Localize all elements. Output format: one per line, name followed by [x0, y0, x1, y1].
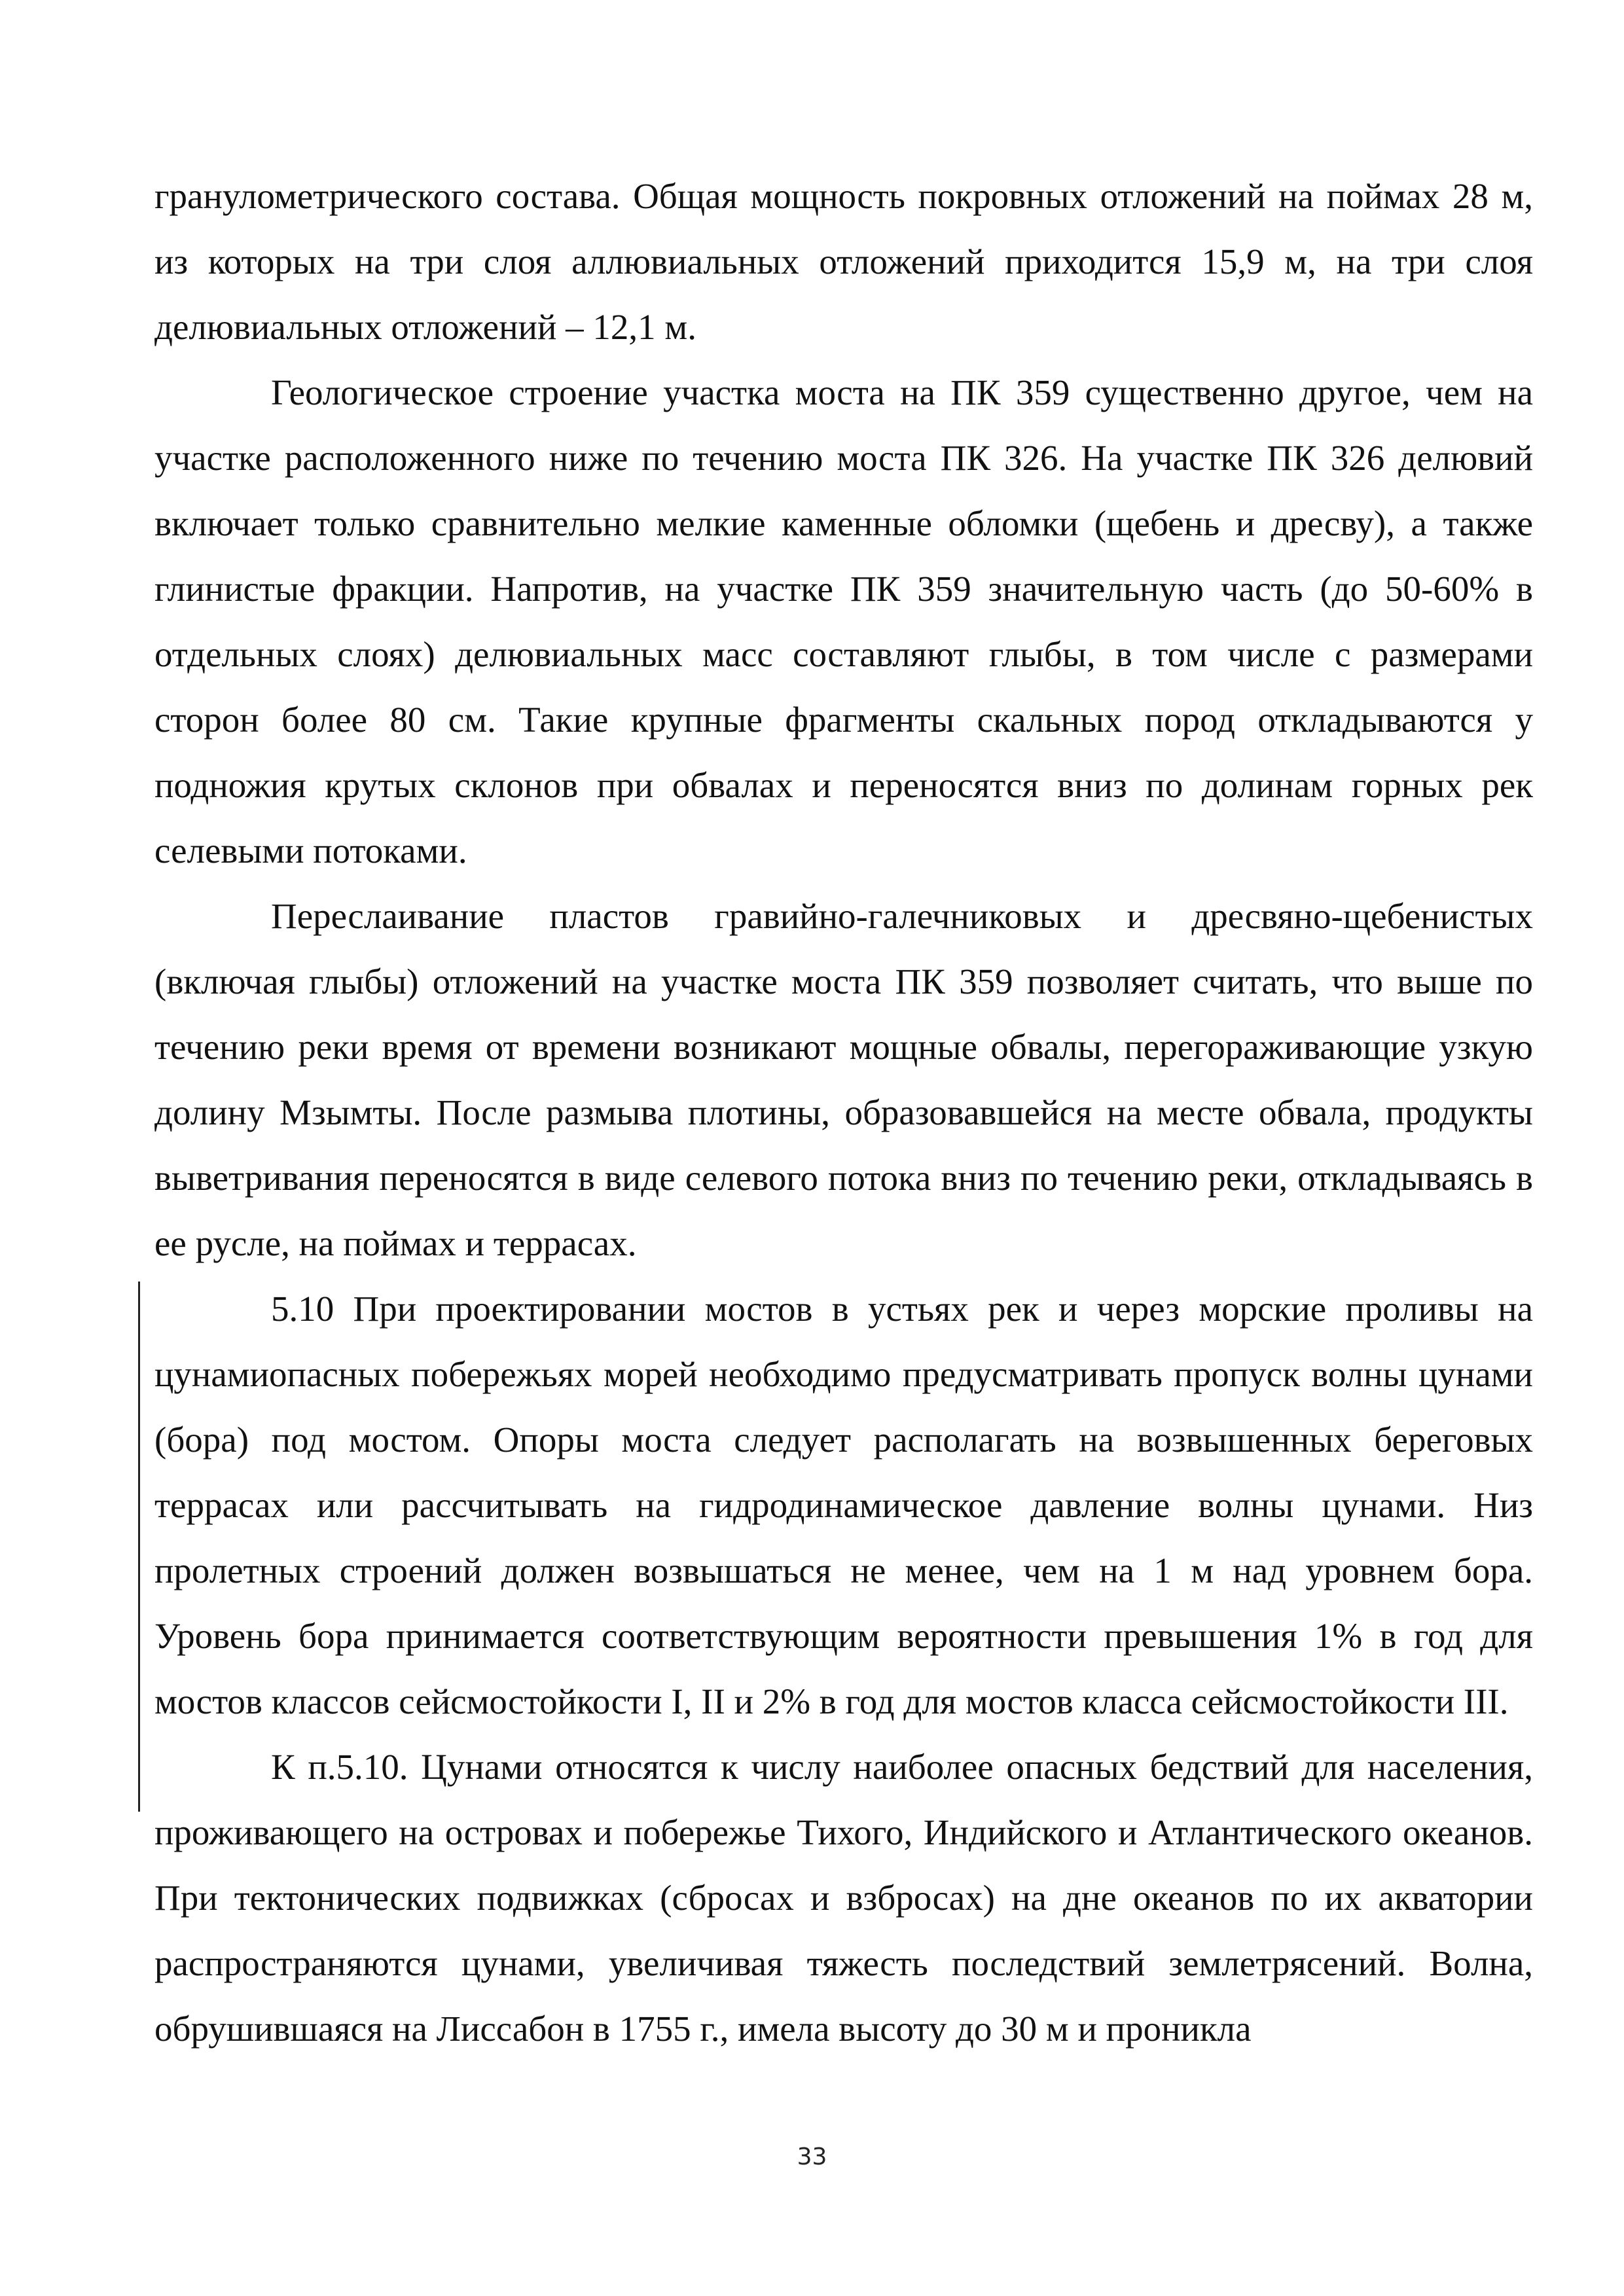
paragraph-geology-pk359: Геологическое строение участка моста на ПК 359 существенно другое, чем на участке расположенного ниже по течению моста ПК 326. На участке ПК 326 делювий включает только сравнительно мелкие каменные обломки (щебень и дресву), а также глинистые фракции. Напротив, на участке ПК 359 значительную часть (до 50-60% в отдельных слоях) делювиальных масс составляют глыбы, в том числе с размерами сторон более 80 см. Такие крупные фрагменты скальных пород откладываются у подножия крутых склонов при обвалах и переносятся вниз по долинам горных рек селевыми потоками. — [154, 372, 1533, 870]
body-text — [154, 164, 1533, 2062]
revision-change-bar — [138, 1282, 140, 1812]
paragraph-clause-5-10: 5.10 При проектировании мостов в устьях рек и через морские проливы на цунамиопасных побережьях морей необходимо предусматривать пропуск волны цунами (бора) под мостом. Опоры моста следует располагать на возвышенных береговых террасах или рассчитывать на гидродинамическое давление волны цунами. Низ пролетных строений должен возвышаться не менее, чем на 1 м над уровнем бора. Уровень бора принимается соответствующим вероятности превышения 1% в год для мостов классов сейсмостойкости I, II и 2% в год для мостов класса сейсмостойкости III. — [154, 1289, 1533, 1721]
paragraph-continuation: гранулометрического состава. Общая мощность покровных отложений на поймах 28 м, из которых на три слоя аллювиальных отложений приходится 15,9 м, на три слоя делювиальных отложений – 12,1 м. — [154, 176, 1533, 347]
paragraph-commentary-5-10: К п.5.10. Цунами относятся к числу наиболее опасных бедствий для населения, проживающего на островах и побережье Тихого, Индийского и Атлантического океанов. При тектонических подвижках (сбросах и взбросах) на дне океанов по их акватории распространяются цунами, увеличивая тяжесть последствий землетрясений. Волна, обрушившаяся на Лиссабон в 1755 г., имела высоту до 30 м и проникла — [154, 1747, 1533, 2049]
page-number: 33 — [797, 2144, 827, 2170]
paragraph-interbedding: Переслаивание пластов гравийно-галечниковых и дресвяно-щебенистых (включая глыбы) отложений на участке моста ПК 359 позволяет считать, что выше по течению реки время от времени возникают мощные обвалы, перегораживающие узкую долину Мзымты. После размыва плотины, образовавшейся на месте обвала, продукты выветривания переносятся в виде селевого потока вниз по течению реки, откладываясь в ее русле, на поймах и террасах. — [154, 896, 1533, 1263]
